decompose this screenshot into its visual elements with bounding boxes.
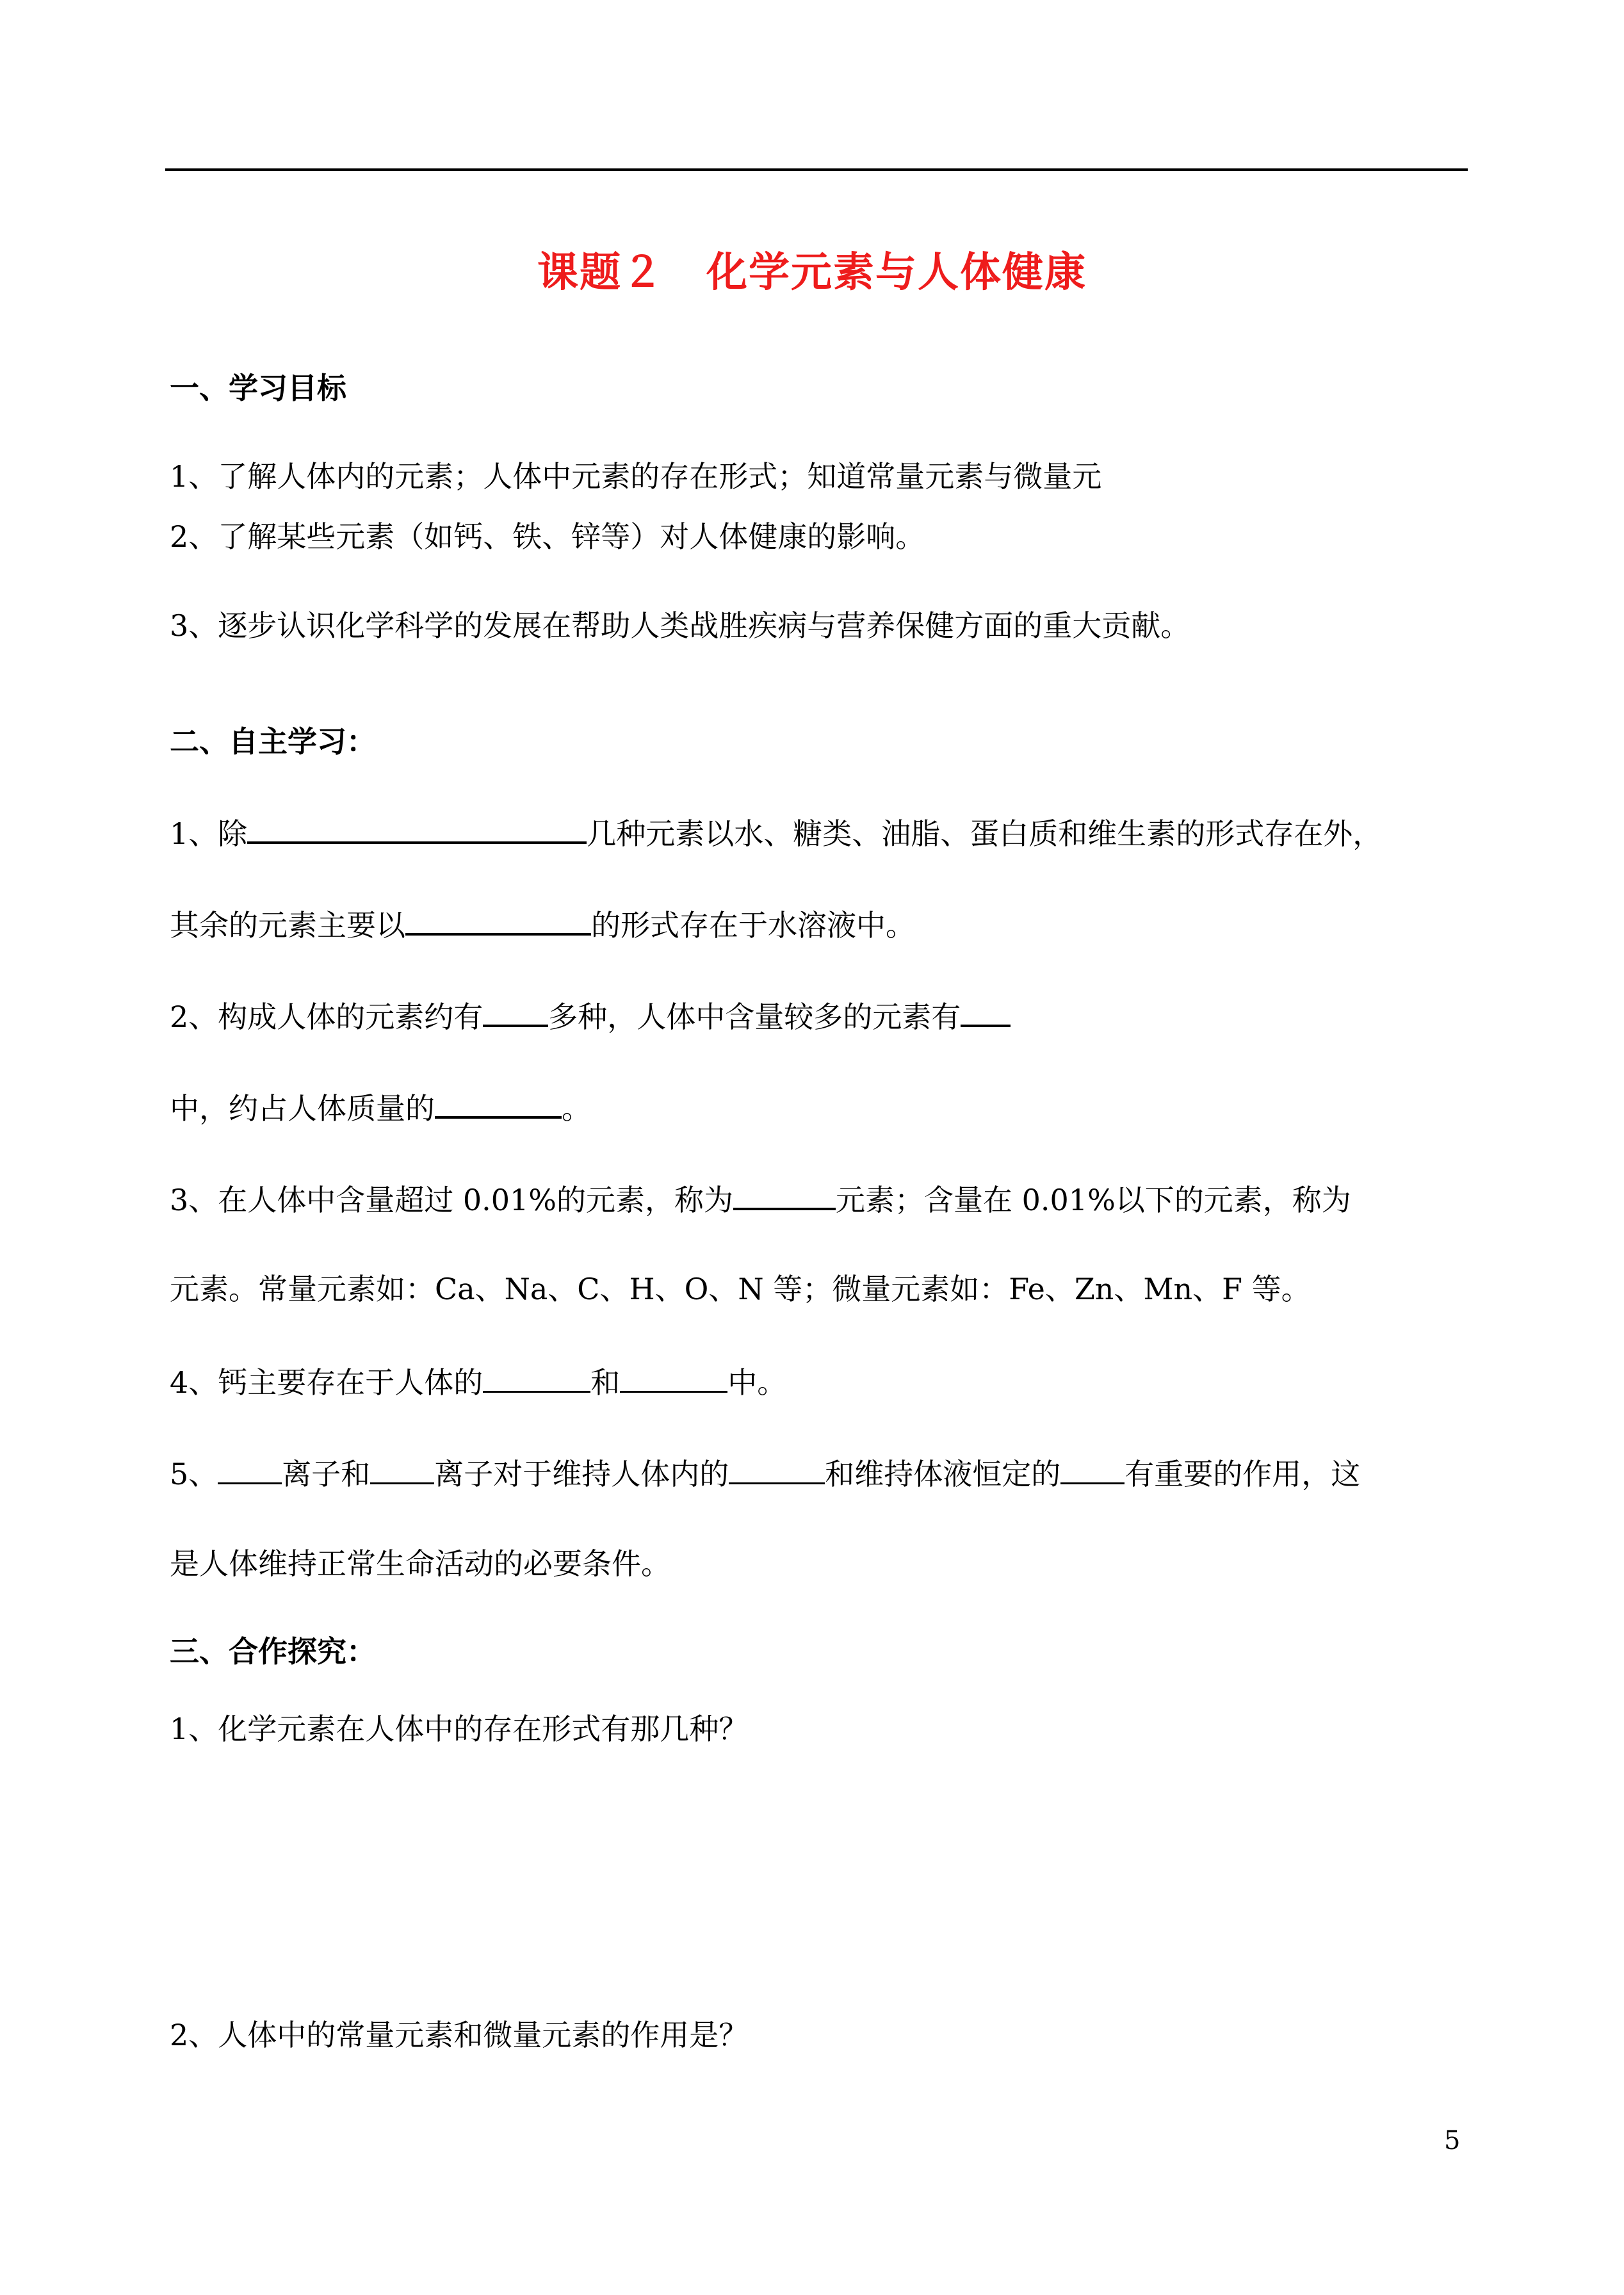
header-rule <box>165 168 1468 171</box>
q3-text-a: 3、在人体中含量超过 0.01%的元素，称为 <box>170 1183 734 1217</box>
q5-blank-3[interactable] <box>729 1453 825 1484</box>
self-study-q3-line2: 元素。常量元素如：Ca、Na、C、H、O、N 等；微量元素如：Fe、Zn、Mn、F 等。 <box>170 1272 1311 1306</box>
self-study-q5-line1 <box>170 1453 1360 1493</box>
self-study-q3-line1 <box>170 1178 1351 1219</box>
q2-text-a: 2、构成人体的元素约有 <box>170 1000 483 1034</box>
q2-text-d: 。 <box>562 1091 591 1126</box>
q1-blank-2[interactable] <box>405 904 591 936</box>
q2-blank-2[interactable] <box>961 995 1011 1027</box>
q5-text-a: 5、 <box>170 1457 218 1491</box>
q2-text-c: 中，约占人体质量的 <box>170 1091 435 1126</box>
q4-blank-2[interactable] <box>620 1361 727 1393</box>
q2-text-b: 多种，人体中含量较多的元素有 <box>548 1000 961 1034</box>
goal-item-1: 1、了解人体内的元素；人体中元素的存在形式；知道常量元素与微量元 <box>170 459 1102 494</box>
section-heading-cooperative: 三、合作探究： <box>170 1634 376 1669</box>
self-study-q2-line1 <box>170 995 1011 1036</box>
q1-text-d: 的形式存在于水溶液中。 <box>591 908 915 943</box>
section-heading-self-study: 二、自主学习： <box>170 724 376 759</box>
cooperative-q2: 2、人体中的常量元素和微量元素的作用是？ <box>170 2018 749 2052</box>
q3-blank-1[interactable] <box>733 1178 836 1210</box>
q1-text-b: 几种元素以水、糖类、油脂、蛋白质和维生素的形式存在外， <box>587 816 1383 851</box>
q4-blank-1[interactable] <box>483 1361 590 1393</box>
goal-item-2: 2、了解某些元素（如钙、铁、锌等）对人体健康的影响。 <box>170 519 925 554</box>
q5-blank-4[interactable] <box>1060 1453 1125 1484</box>
page-title: 课题２ 化学元素与人体健康 <box>537 248 1087 296</box>
q4-text-c: 中。 <box>727 1365 787 1400</box>
q5-blank-1[interactable] <box>218 1453 282 1484</box>
q5-text-b: 离子和 <box>282 1457 371 1491</box>
q1-blank-1[interactable] <box>247 812 587 844</box>
q2-blank-1[interactable] <box>483 995 548 1027</box>
page-number: 5 <box>1444 2126 1461 2155</box>
q1-text-c: 其余的元素主要以 <box>170 908 405 943</box>
self-study-q5-line2: 是人体维持正常生命活动的必要条件。 <box>170 1546 670 1581</box>
section-heading-goals: 一、学习目标 <box>170 371 346 405</box>
self-study-q1-line2 <box>170 904 915 945</box>
q3-text-b: 元素；含量在 0.01%以下的元素，称为 <box>836 1183 1351 1217</box>
self-study-q2-line2 <box>170 1087 591 1128</box>
self-study-q1-line1 <box>170 812 1382 853</box>
q5-text-d: 和维持体液恒定的 <box>825 1457 1061 1491</box>
q1-text-a: 1、除 <box>170 816 248 851</box>
self-study-q4 <box>170 1361 786 1402</box>
q5-blank-2[interactable] <box>370 1453 434 1484</box>
goal-item-3: 3、逐步认识化学科学的发展在帮助人类战胜疾病与营养保健方面的重大贡献。 <box>170 608 1190 643</box>
q5-text-c: 离子对于维持人体内的 <box>434 1457 729 1491</box>
cooperative-q1: 1、化学元素在人体中的存在形式有那几种？ <box>170 1712 749 1746</box>
q4-text-a: 4、钙主要存在于人体的 <box>170 1365 483 1400</box>
q2-blank-3[interactable] <box>435 1087 562 1119</box>
q5-text-e: 有重要的作用，这 <box>1125 1457 1361 1491</box>
q4-text-b: 和 <box>590 1365 621 1400</box>
